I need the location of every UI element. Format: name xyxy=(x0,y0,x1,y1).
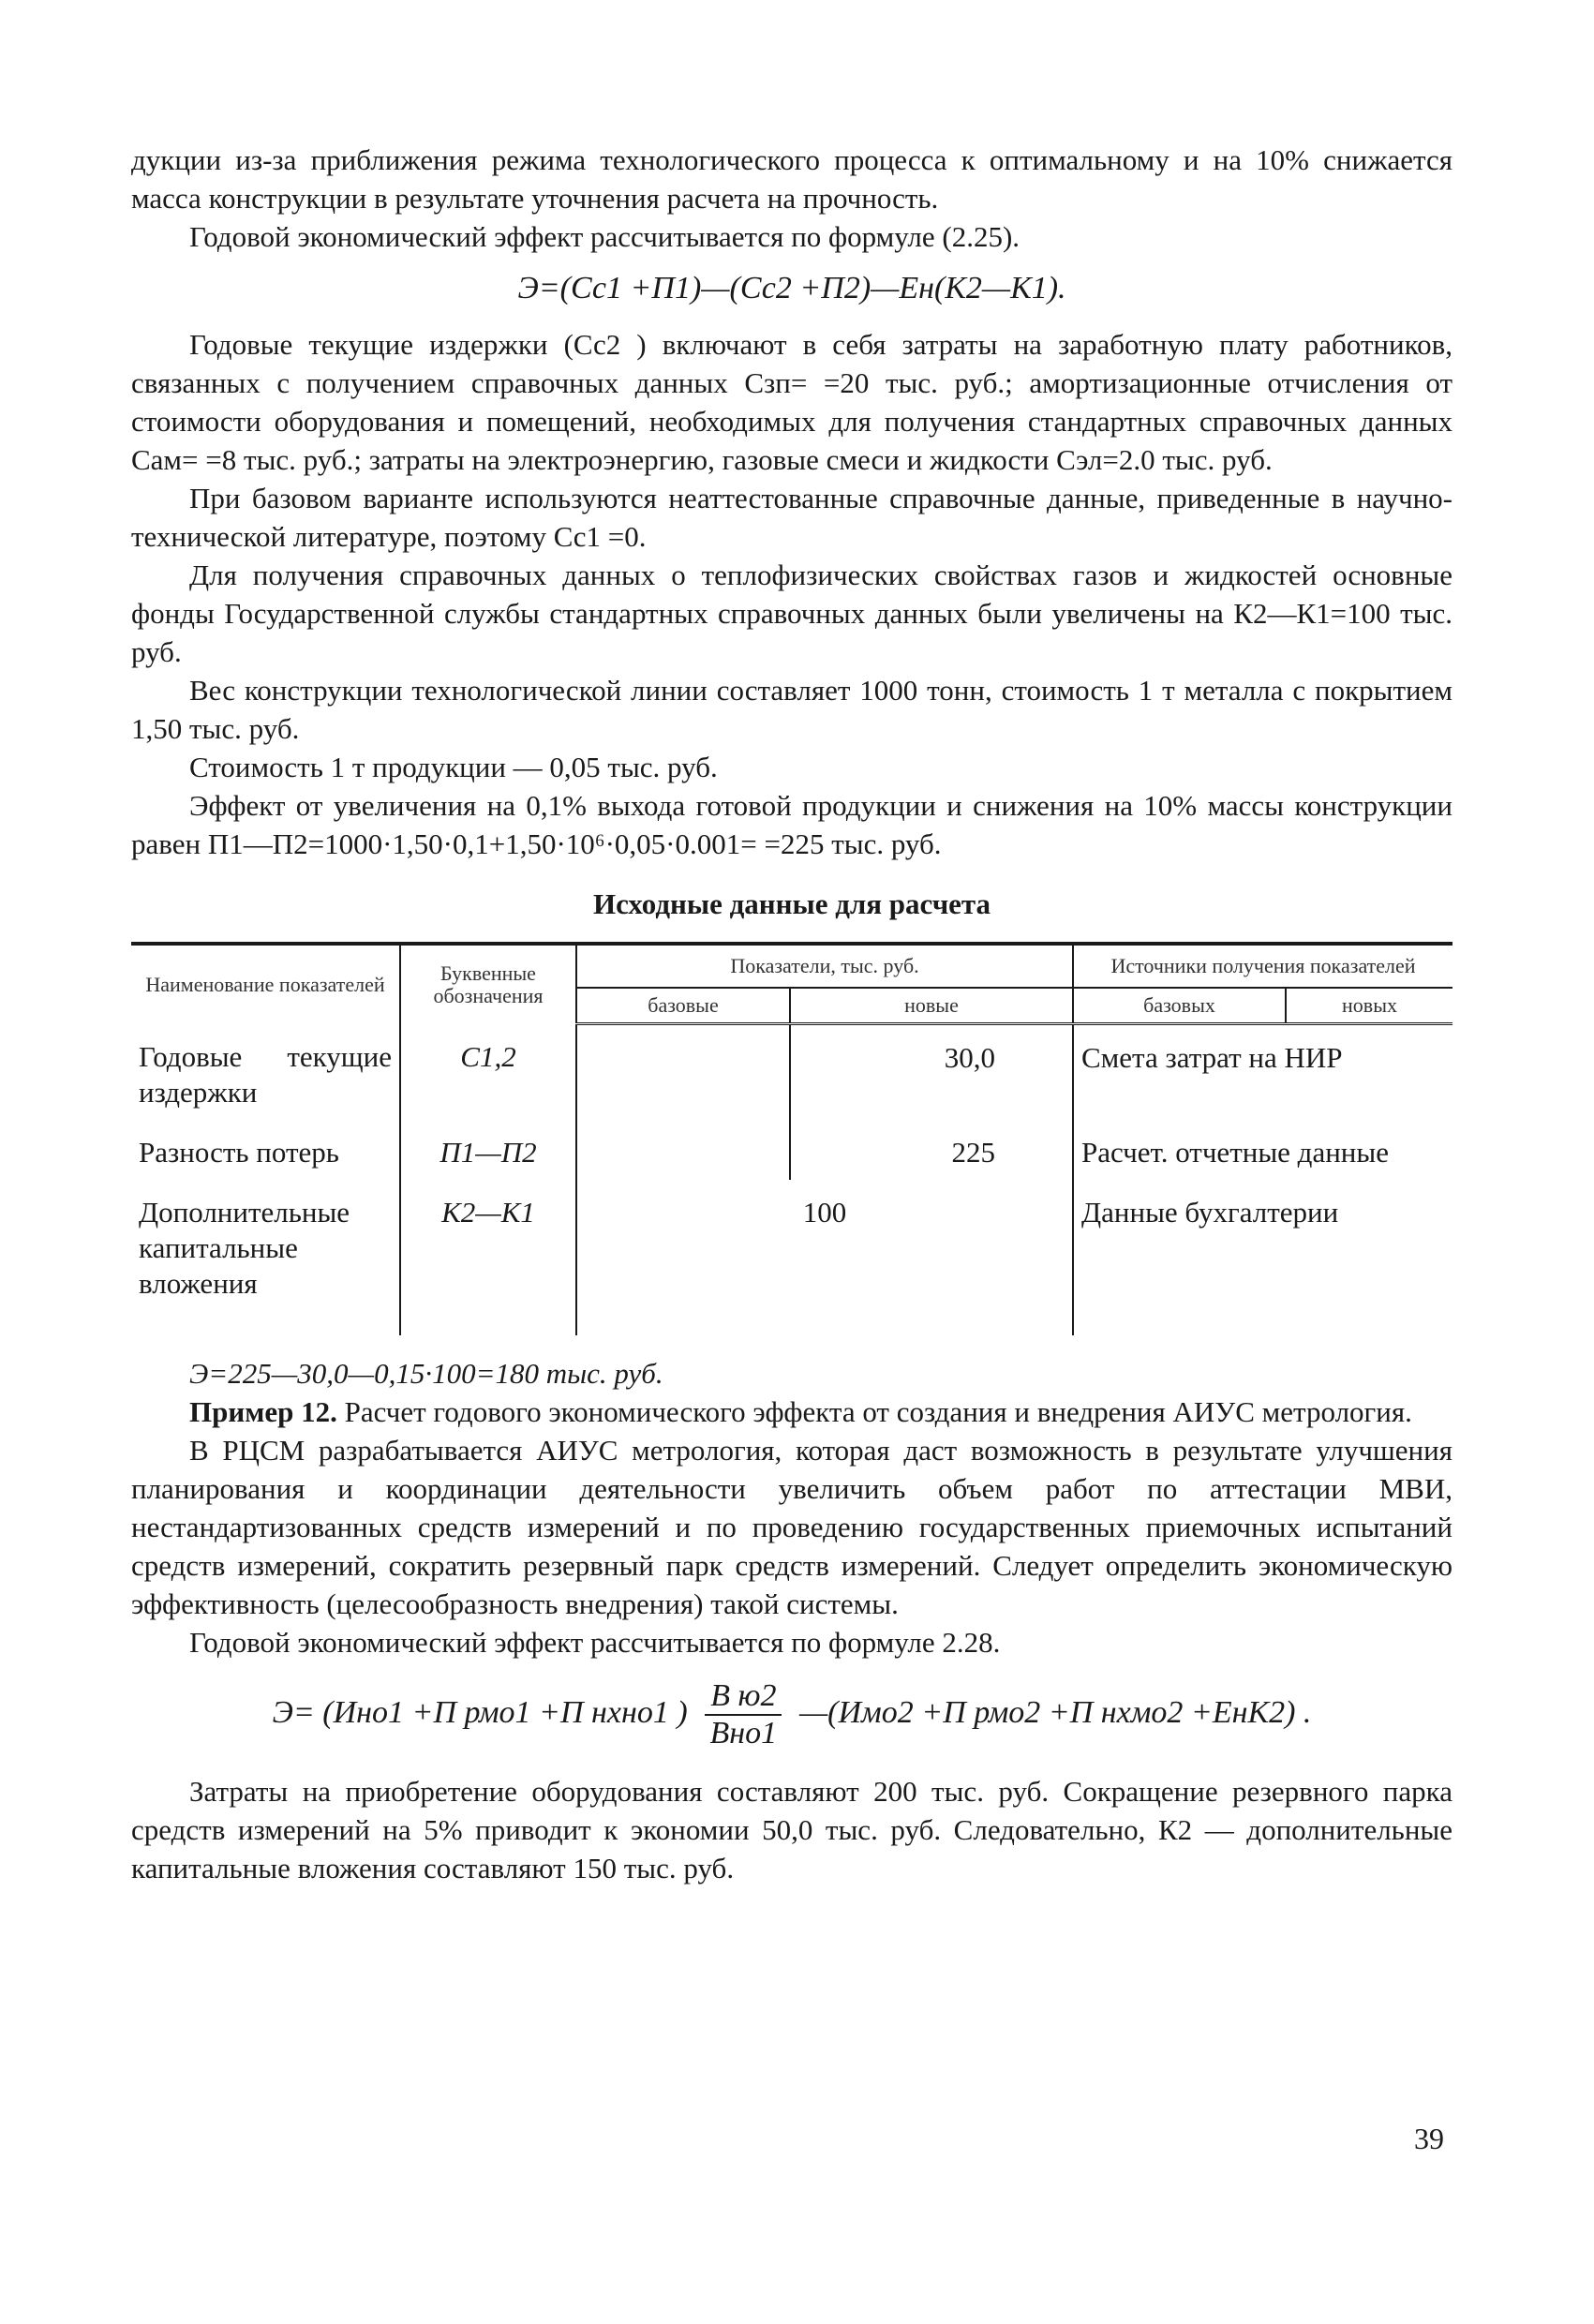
paragraph: Эффект от увеличения на 0,1% выхода готовой продукции и снижения на 10% массы конструкции равен П1—П2=1000·1,50·0,1+1,50·10⁶·0,05·0.001= =225 тыс. руб. xyxy=(131,789,1452,860)
result-line: Э=225—30,0—0,15·100=180 тыс. руб. xyxy=(189,1356,663,1390)
header-base: базовые xyxy=(576,988,790,1024)
formula2-left: Э= (Ино1 +П рмо1 +П нхно1 ) xyxy=(272,1694,688,1730)
cell-symbol: К2—К1 xyxy=(400,1180,576,1335)
fraction-numerator: В ю2 xyxy=(705,1678,782,1716)
example-paragraph xyxy=(131,1393,1452,1431)
example-text: Расчет годового экономического эффекта от создания и внедрения АИУС метрология. xyxy=(344,1394,1412,1428)
table-row xyxy=(131,1180,1452,1335)
table-row xyxy=(131,1024,1452,1120)
paragraph: Для получения справочных данных о теплофизических свойствах газов и жидкостей основные фонды Государственной службы стандартных справочных данных были увеличены на К2—К1=100 тыс. руб. xyxy=(131,559,1452,668)
paragraph: В РЦСМ разрабатывается АИУС метрология, которая даст возможность в результате улучшения планирования и координации деятельности увеличить объем работ по аттестации МВИ, нестандартизованных средств измерений и по проведению государственных приемочных испытаний средств измерений, сократить резервный парк средств измерений. Следует определить экономическую эффективность (целесообразность внедрения) такой системы. xyxy=(131,1433,1452,1620)
cell-name: Годовые текущие издержки xyxy=(139,1039,392,1109)
table-row xyxy=(131,1120,1452,1180)
formula-2-25: Э=(Сс1 +П1)—(Сс2 +П2)—Ен(К2—К1). xyxy=(517,271,1066,305)
cell-source: Смета затрат на НИР xyxy=(1073,1024,1452,1120)
paragraph: Стоимость 1 т продукции — 0,05 тыс. руб. xyxy=(189,751,718,783)
cell-new: 30,0 xyxy=(790,1024,1073,1120)
cell-source: Расчет. отчетные данные xyxy=(1073,1120,1452,1180)
paragraph: При базовом варианте используются неаттестованные справочные данные, приведенные в научно-технической литературе, поэтому Сс1 =0. xyxy=(131,482,1452,553)
cell-new: 225 xyxy=(790,1120,1073,1180)
paragraph: Затраты на приобретение оборудования составляют 200 тыс. руб. Сокращение резервного парка средств измерений на 5% приводит к экономии 50,0 тыс. руб. Следовательно, К2 — дополнительные капитальные вложения составляют 150 тыс. руб. xyxy=(131,1774,1452,1885)
paragraph: Годовой экономический эффект рассчитывается по формуле 2.28. xyxy=(189,1625,1001,1659)
header-src-new: новых xyxy=(1286,988,1452,1024)
header-symbol: Буквенные обозначения xyxy=(400,944,576,1024)
formula2-right: —(Имо2 +П рмо2 +П нхмо2 +ЕнК2) . xyxy=(798,1694,1312,1730)
example-label: Пример 12. xyxy=(189,1394,337,1428)
paragraph: Вес конструкции технологической линии составляет 1000 тонн, стоимость 1 т металла с покрытием 1,50 тыс. руб. xyxy=(131,674,1452,745)
table-title: Исходные данные для расчета xyxy=(592,887,991,920)
header-values: Показатели, тыс. руб. xyxy=(576,944,1073,988)
paragraph: Годовые текущие издержки (Сс2 ) включают в себя затраты на заработную плату работников, связанных с получением справочных данных Сзп= =20 тыс. руб.; амортизационные отчисления от стоимости оборудования и помещений, необходимых для получения стандартных справочных данных Сам= =8 тыс. руб.; затраты на электроэнергию, газовые смеси и жидкости Сэл=2.0 тыс. руб. xyxy=(131,328,1452,476)
paragraph: дукции из-за приближения режима технологического процесса к оптимальному и на 10% снижается масса конструкции в результате уточнения расчета на прочность. xyxy=(131,143,1452,215)
cell-symbol: С1,2 xyxy=(400,1024,576,1120)
page-number: 39 xyxy=(1414,2122,1444,2155)
cell-symbol: П1—П2 xyxy=(400,1120,576,1180)
data-table xyxy=(131,942,1452,1335)
formula-2-28 xyxy=(131,1678,1452,1751)
header-sources: Источники получения показателей xyxy=(1073,944,1452,988)
cell-value-span: 100 xyxy=(576,1180,1073,1335)
cell-name: Разность потерь xyxy=(139,1135,339,1169)
header-name: Наименование показателей xyxy=(131,944,400,1024)
formula2-fraction xyxy=(705,1678,782,1751)
header-src-base: базовых xyxy=(1073,988,1286,1024)
header-new: новые xyxy=(790,988,1073,1024)
cell-base xyxy=(576,1120,790,1180)
paragraph: Годовой экономический эффект рассчитывается по формуле (2.25). xyxy=(189,220,1020,253)
document-page xyxy=(131,141,1452,1887)
cell-name: Дополнительные капитальные вложения xyxy=(139,1195,350,1300)
fraction-denominator: Вно1 xyxy=(709,1715,778,1750)
cell-source: Данные бухгалтерии xyxy=(1073,1180,1452,1335)
cell-base xyxy=(576,1024,790,1120)
